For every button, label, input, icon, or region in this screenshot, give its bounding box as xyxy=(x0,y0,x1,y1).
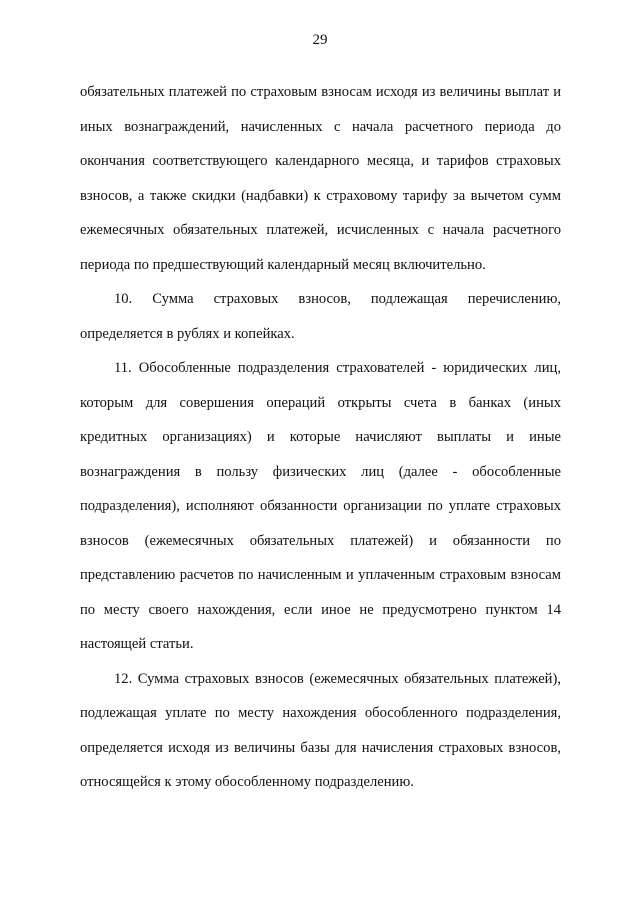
document-body xyxy=(80,75,561,800)
page-number: 29 xyxy=(312,32,328,48)
paragraph-10: 10. Сумма страховых взносов, подлежащая перечислению, определяется в рублях и копейках. xyxy=(80,291,561,342)
paragraph-11: 11. Обособленные подразделения страхователей - юридических лиц, которым для совершения операций открыты счета в банках (иных кредитных организациях) и которые начисляют выплаты и иные вознаграждения в пользу физических лиц (далее - обособленные подразделения), исполняют обязанности организации по уплате страховых взносов (ежемесячных обязательных платежей) и обязанности по представлению расчетов по начисленным и уплаченным страховым взносам по месту своего нахождения, если иное не предусмотрено пунктом 14 настоящей статьи. xyxy=(80,360,561,652)
paragraph-12: 12. Сумма страховых взносов (ежемесячных обязательных платежей), подлежащая уплате по месту нахождения обособленного подразделения, определяется исходя из величины базы для начисления страховых взносов, относящейся к этому обособленному подразделению. xyxy=(80,670,561,790)
paragraph-continuation: обязательных платежей по страховым взносам исходя из величины выплат и иных вознаграждений, начисленных с начала расчетного периода до окончания соответствующего календарного месяца, и тарифов страховых взносов, а также скидки (надбавки) к страховому тарифу за вычетом сумм ежемесячных обязательных платежей, исчисленных с начала расчетного периода по предшествующий календарный месяц включительно. xyxy=(80,84,561,273)
